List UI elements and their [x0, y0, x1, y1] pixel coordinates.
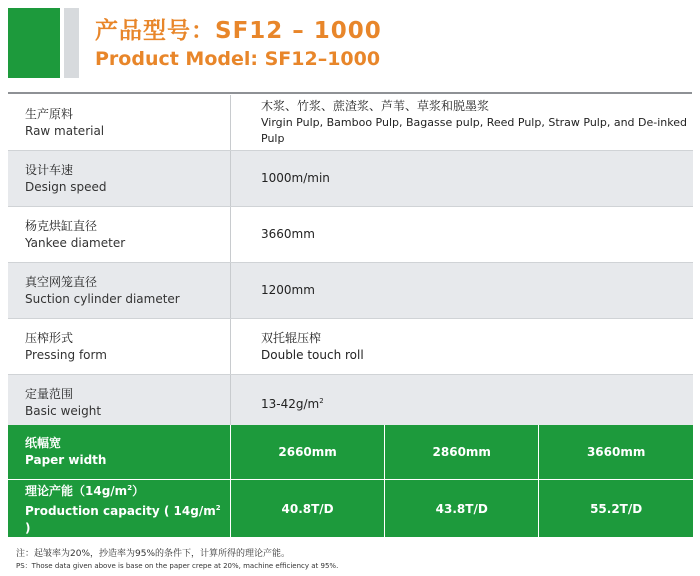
footnote-en: PS：Those data given above is base on the paper crepe at 20%, machine efficiency at 95%.: [16, 562, 339, 570]
page-title-cn: 产品型号：SF12 – 1000: [95, 18, 382, 44]
paper-width-row: [8, 425, 693, 480]
spec-value-cell: [231, 207, 694, 263]
spec-value: 1200mm: [261, 283, 315, 297]
spec-row-yankee-diameter: [8, 207, 693, 263]
capacity-label-en: [25, 500, 230, 537]
decorative-green-bar: [8, 8, 60, 78]
spec-label-cell: [8, 207, 231, 263]
paper-width-value: 2660mm: [231, 425, 385, 480]
spec-label-cell: [8, 319, 231, 375]
basic-weight-value: 13-42g/m: [261, 396, 320, 411]
basic-weight-superscript: 2: [319, 396, 324, 405]
capacity-label-cn: [25, 480, 230, 500]
spec-value-cell: [231, 151, 694, 207]
spec-label-cn: 生产原料: [25, 106, 74, 121]
paper-width-label-en: Paper width: [25, 453, 107, 467]
spec-row-basic-weight: [8, 375, 693, 431]
spec-value-cell: [231, 263, 694, 319]
paper-width-label-cell: [8, 425, 231, 480]
paper-width-label-cn: 纸幅宽: [25, 436, 62, 450]
footnote-cn: 注：起皱率为20%，抄造率为95%的条件下，计算所得的理论产能。: [16, 549, 291, 559]
spec-label-en: Design speed: [25, 179, 107, 194]
capacity-label-cn-text: 理论产能（14g/m: [25, 484, 128, 498]
spec-label-cell: [8, 151, 231, 207]
spec-label-cn: 压榨形式: [25, 330, 74, 345]
spec-label-en: Suction cylinder diameter: [25, 291, 180, 306]
spec-label-en: Yankee diameter: [25, 235, 126, 250]
spec-value-cell: [231, 95, 694, 151]
page-title-en: Product Model: SF12–1000: [95, 48, 381, 70]
spec-value: 1000m/min: [261, 171, 330, 185]
spec-row-suction-cylinder: [8, 263, 693, 319]
spec-label-cn: 定量范围: [25, 386, 74, 401]
capacity-value: 40.8T/D: [231, 480, 385, 538]
decorative-gray-bar: [64, 8, 79, 78]
capacity-label-cell: [8, 480, 231, 538]
spec-label-cell: [8, 375, 231, 431]
capacity-label-cn-end: ）: [132, 484, 145, 498]
capacity-value: 43.8T/D: [385, 480, 539, 538]
spec-label-cell: [8, 95, 231, 151]
spec-row-design-speed: [8, 151, 693, 207]
spec-value-cn: 双托辊压榨: [261, 330, 322, 345]
capacity-value: 55.2T/D: [539, 480, 693, 538]
top-divider: [8, 92, 692, 94]
spec-value-cell: [231, 319, 694, 375]
width-capacity-table: [8, 425, 693, 537]
spec-value: 3660mm: [261, 227, 315, 241]
spec-value: [261, 393, 693, 413]
spec-label-cn: 杨克烘缸直径: [25, 218, 98, 233]
spec-label-en: Raw material: [25, 123, 105, 138]
spec-label-en: Basic weight: [25, 403, 102, 418]
spec-label-cell: [8, 263, 231, 319]
capacity-label-cn-sup: 2: [127, 484, 133, 492]
capacity-label-en-text: Production capacity ( 14g/m: [25, 504, 216, 518]
paper-width-value: 3660mm: [539, 425, 693, 480]
spec-table: [8, 95, 693, 431]
spec-label-cn: 设计车速: [25, 162, 74, 177]
spec-value-cn: 木浆、竹浆、蔗渣浆、芦苇、草浆和脱墨浆: [261, 99, 490, 113]
spec-row-raw-material: [8, 95, 693, 151]
capacity-row: [8, 480, 693, 538]
capacity-label-en-sup: 2: [215, 504, 221, 512]
capacity-label-en-end: ): [25, 521, 31, 535]
spec-value-cell: [231, 375, 694, 431]
spec-label-cn: 真空网笼直径: [25, 274, 98, 289]
spec-value-en: Double touch roll: [261, 347, 364, 362]
spec-value-en: Virgin Pulp, Bamboo Pulp, Bagasse pulp, Reed Pulp, Straw Pulp, and De-inked Pulp: [261, 116, 687, 145]
spec-row-pressing-form: [8, 319, 693, 375]
spec-label-en: Pressing form: [25, 347, 107, 362]
paper-width-value: 2860mm: [385, 425, 539, 480]
